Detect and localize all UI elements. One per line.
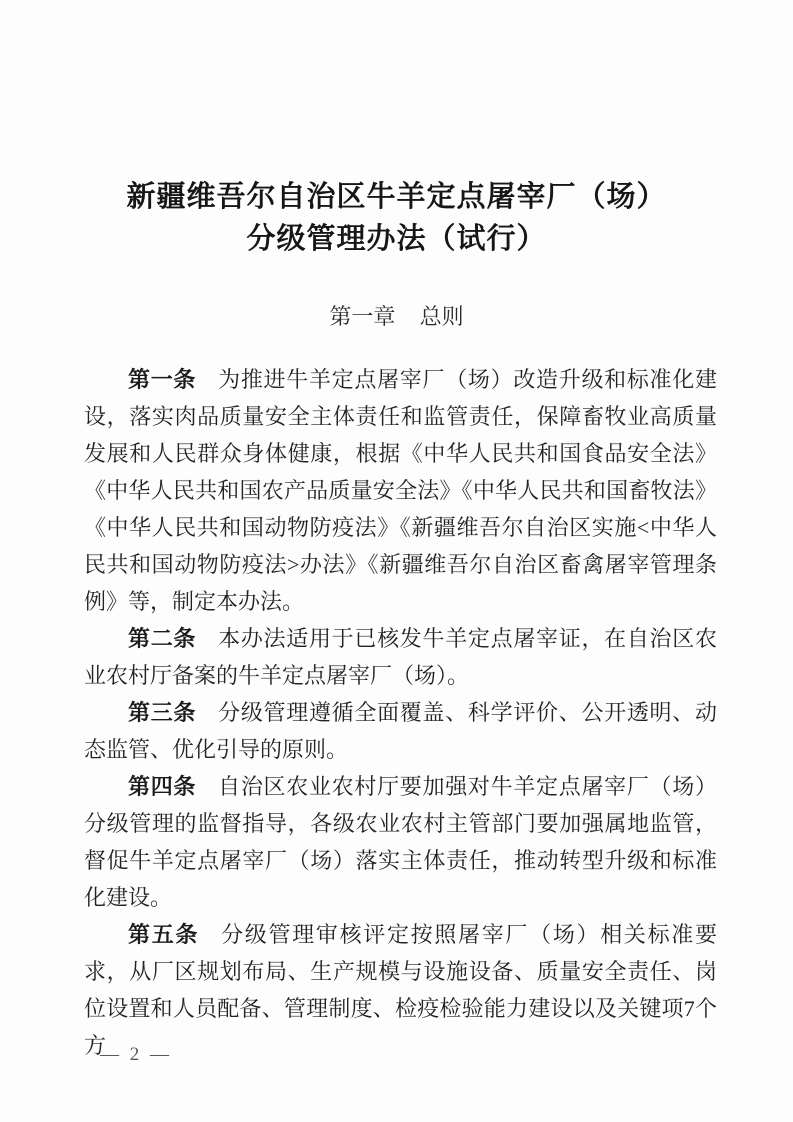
page-number: — 2 — (100, 1044, 172, 1065)
article-paragraph-5 (84, 916, 717, 1064)
article-5-label: 第五条 (128, 922, 200, 947)
chapter-heading (0, 305, 793, 329)
article-2-text: 本办法适用于已核发牛羊定点屠宰证，在自治区农业农村厅备案的牛羊定点屠宰厂（场）。 (84, 626, 717, 688)
title-line-1: 新疆维吾尔自治区牛羊定点屠宰厂（场） (126, 181, 667, 213)
article-4-text: 自治区农业农村厅要加强对牛羊定点屠宰厂（场）分级管理的监督指导，各级农业农村主管部门要加强属地监管，督促牛羊定点屠宰厂（场）落实主体责任，推动转型升级和标准化建设。 (84, 774, 717, 910)
document-body (0, 361, 793, 1064)
article-3-label: 第三条 (128, 700, 197, 725)
article-1-text: 为推进牛羊定点屠宰厂（场）改造升级和标准化建设，落实肉品质量安全主体责任和监管责任，保障畜牧业高质量发展和人民群众身体健康，根据《中华人民共和国食品安全法》《中华人民共和国农产品质量安全法》《中华人民共和国畜牧法》《中华人民共和国动物防疫法》《新疆维吾尔自治区实施<中华人民共和国动物防疫法>办法》《新疆维吾尔自治区畜禽屠宰管理条例》等，制定本办法。 (84, 367, 717, 614)
article-1-label: 第一条 (128, 367, 197, 392)
chapter-title: 总则 (419, 304, 464, 329)
article-3-text: 分级管理遵循全面覆盖、科学评价、公开透明、动态监管、优化引导的原则。 (84, 700, 717, 762)
chapter-number: 第一章 (329, 304, 396, 329)
title-line-2: 分级管理办法（试行） (246, 223, 547, 255)
article-4-label: 第四条 (128, 774, 197, 799)
article-paragraph-4 (84, 768, 717, 916)
article-paragraph-1 (84, 361, 717, 620)
article-paragraph-3 (84, 694, 717, 768)
article-5-text: 分级管理审核评定按照屠宰厂（场）相关标准要求，从厂区规划布局、生产规模与设施设备、质量安全责任、岗位设置和人员配备、管理制度、检疫检验能力建设以及关键项7个方 (84, 922, 717, 1058)
article-2-label: 第二条 (128, 626, 197, 651)
document-title (0, 176, 793, 260)
article-paragraph-2 (84, 620, 717, 694)
